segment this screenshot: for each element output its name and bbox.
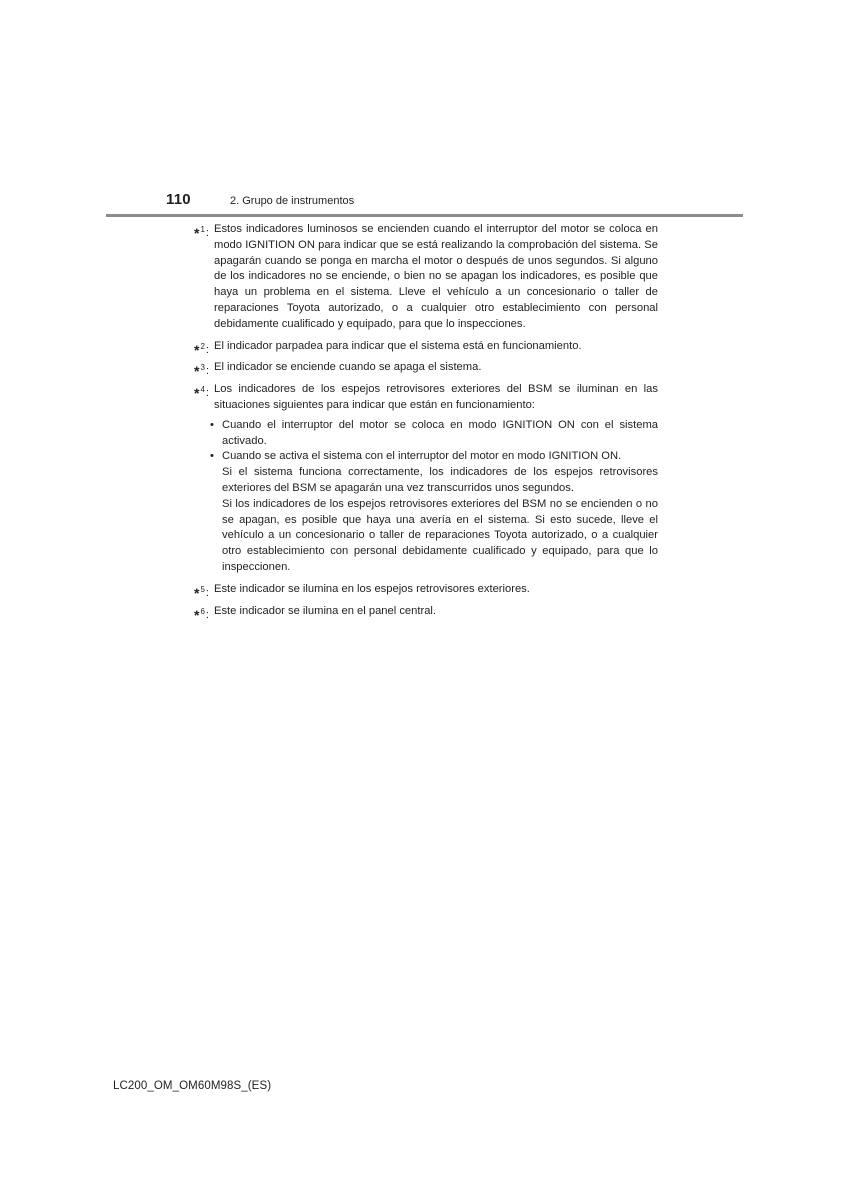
- bullet-paragraph: Si el sistema funciona correctamente, los indicadores de los espejos retrovisores exteriores del BSM se apagarán una vez transcurridos unos segundos.: [222, 466, 658, 494]
- bullet-list: [210, 418, 658, 576]
- footnote-4: [194, 382, 658, 576]
- footnote-text: Este indicador se ilumina en los espejos retrovisores exteriores.: [214, 582, 530, 595]
- bullet-item: • Cuando se activa el sistema con el interruptor del motor en modo IGNITION ON. Si el sistema funciona correctamente, los indicadores de los espejos retrovisores exteriores del BSM se apagarán una vez transcurridos unos segundos. Si los indicadores de los espejos retrovisores exteriores del BSM no se encienden o no se apagan, es posible que haya una avería en el sistema. Si esto sucede, lleve el vehículo a un concesionario o taller de reparaciones Toyota autorizado, o a cualquier otro establecimiento con personal debidamente cualificado y equipado, para que lo inspeccionen.: [214, 449, 658, 575]
- footnote-marker: *$^1$:: [194, 225, 210, 241]
- bullet-dot-icon: •: [210, 450, 214, 463]
- footnote-text: Los indicadores de los espejos retrovisores exteriores del BSM se iluminan en las situaciones siguientes para indicar que están en funcionamiento:: [214, 383, 658, 411]
- footnote-marker: *$^6$:: [194, 606, 210, 623]
- section-title: 2. Grupo de instrumentos: [230, 195, 355, 207]
- bullet-item: • Cuando el interruptor del motor se coloca en modo IGNITION ON con el sistema activado.: [210, 418, 658, 447]
- bullet-dot-icon: •: [210, 418, 214, 431]
- footnote-marker: *$^2$:: [194, 341, 210, 358]
- footnote-5: [194, 582, 658, 601]
- footnote-text: Estos indicadores luminosos se encienden cuando el interruptor del motor se coloca en modo IGNITION ON para indicar que se está realizando la comprobación del sistema. Se apagarán cuando se ponga en marcha el motor o después de unos segundos. Si alguno de los indicadores no se enciende, o bien no se apagan los indicadores, es posible que haya un problema en el sistema. Lleve el vehículo a un concesionario o taller de reparaciones Toyota autorizado, o a cualquier otro establecimiento con personal debidamente cualificado y equipado, para que lo inspecciones.: [214, 223, 658, 330]
- document-code: LC200_OM_OM60M98S_(ES): [113, 1080, 272, 1092]
- footnote-text: El indicador parpadea para indicar que el sistema está en funcionamiento.: [214, 339, 582, 352]
- footnote-marker: *$^3$:: [194, 363, 210, 380]
- header-rule: [106, 214, 743, 217]
- footnote-marker: *$^4$:: [194, 385, 210, 402]
- bullet-paragraph: Si los indicadores de los espejos retrovisores exteriores del BSM no se encienden o no se apagan, es posible que haya una avería en el sistema. Si esto sucede, lleve el vehículo a un concesionario o taller de reparaciones Toyota autorizado, o a cualquier otro establecimiento con personal debidamente cualificado y equipado, para que lo inspeccionen.: [222, 497, 658, 573]
- page-number: 110: [166, 191, 191, 208]
- footnote-6: [194, 604, 658, 623]
- footnote-text: El indicador se enciende cuando se apaga el sistema.: [214, 361, 482, 374]
- footnote-marker: *$^5$:: [194, 584, 210, 601]
- footnote-2: [194, 339, 658, 358]
- footnote-1: [194, 222, 658, 333]
- footnote-text: Este indicador se ilumina en el panel central.: [214, 604, 437, 617]
- footnotes-list: [194, 222, 658, 625]
- footnote-3: [194, 360, 658, 380]
